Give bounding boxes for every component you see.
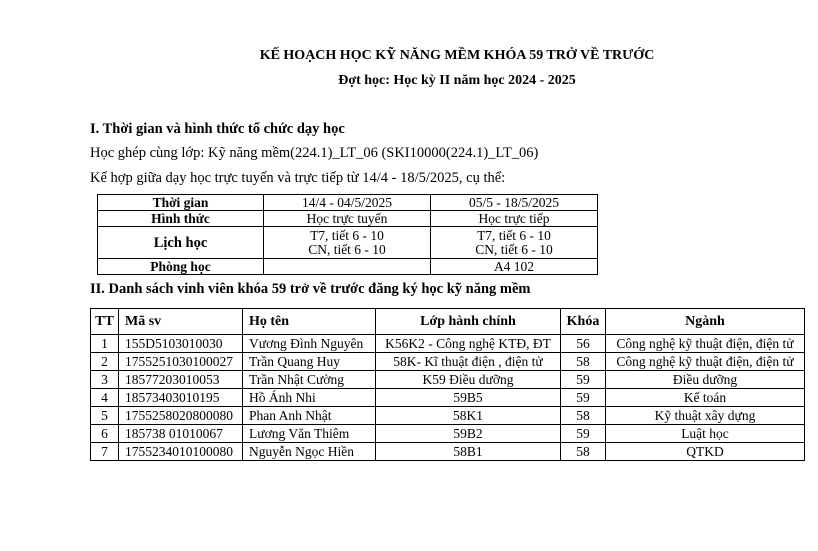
schedule-label-time: Thời gian (98, 195, 264, 211)
table-row (91, 425, 805, 443)
cell-student-id: 18573403010195 (119, 389, 243, 407)
col-tt: TT (91, 309, 119, 335)
cell-full-name: Trần Quang Huy (243, 353, 376, 371)
cell-admin-class: 59B2 (376, 425, 561, 443)
cell-major: Công nghệ kỹ thuật điện, điện tử (606, 353, 805, 371)
cell-tt: 5 (91, 407, 119, 425)
cell-admin-class: K56K2 - Công nghệ KTĐ, ĐT (376, 335, 561, 353)
cell-tt: 3 (91, 371, 119, 389)
schedule-label-timetable-text: Lịch học (153, 234, 208, 251)
section-1-heading: I. Thời gian và hình thức tổ chức dạy học (90, 121, 345, 137)
schedule-time-online: 14/4 - 04/5/2025 (264, 195, 431, 211)
schedule-timetable-offline-sun: CN, tiết 6 - 10 (475, 241, 553, 257)
section-2-heading: II. Danh sách vinh viên khóa 59 trở về trước đăng ký học kỹ năng mềm (90, 281, 531, 297)
schedule-table (97, 194, 598, 275)
cell-course: 58 (561, 443, 606, 461)
cell-admin-class: 58K1 (376, 407, 561, 425)
cell-student-id: 18577203010053 (119, 371, 243, 389)
cell-major: Kế toán (606, 389, 805, 407)
cell-course: 58 (561, 353, 606, 371)
cell-course: 59 (561, 371, 606, 389)
schedule-timetable-online-sun: CN, tiết 6 - 10 (308, 241, 386, 257)
student-table (90, 308, 805, 461)
combined-class-line: Học ghép cùng lớp: Kỹ năng mềm(224.1)_LT_06 (SKI10000(224.1)_LT_06) (90, 145, 539, 161)
schedule-time-offline: 05/5 - 18/5/2025 (431, 195, 598, 211)
col-full-name: Họ tên (243, 309, 376, 335)
schedule-timetable-offline (431, 227, 598, 259)
schedule-row-timetable (98, 227, 598, 259)
cell-student-id: 1755234010100080 (119, 443, 243, 461)
schedule-row-format (98, 211, 598, 227)
schedule-timetable-online (264, 227, 431, 259)
document-subtitle: Đợt học: Học kỳ II năm học 2024 - 2025 (338, 73, 576, 88)
schedule-timetable-offline-sat: T7, tiết 6 - 10 (477, 227, 551, 243)
table-row (91, 335, 805, 353)
cell-major: QTKD (606, 443, 805, 461)
cell-tt: 2 (91, 353, 119, 371)
cell-tt: 4 (91, 389, 119, 407)
cell-admin-class: 58B1 (376, 443, 561, 461)
cell-student-id: 155D5103010030 (119, 335, 243, 353)
cell-student-id: 1755251030100027 (119, 353, 243, 371)
cell-full-name: Vương Đình Nguyên (243, 335, 376, 353)
schedule-timetable-online-sat: T7, tiết 6 - 10 (310, 227, 384, 243)
schedule-row-time (98, 195, 598, 211)
table-row (91, 443, 805, 461)
schedule-label-timetable (98, 227, 264, 259)
cell-major: Luật học (606, 425, 805, 443)
schedule-room-offline: A4 102 (431, 259, 598, 275)
schedule-format-offline: Học trực tiếp (431, 211, 598, 227)
table-row (91, 407, 805, 425)
cell-course: 58 (561, 407, 606, 425)
table-row (91, 389, 805, 407)
table-row (91, 371, 805, 389)
schedule-room-online (264, 259, 431, 275)
cell-major: Điều dưỡng (606, 371, 805, 389)
cell-admin-class: K59 Điều dưỡng (376, 371, 561, 389)
col-course: Khóa (561, 309, 606, 335)
cell-course: 56 (561, 335, 606, 353)
document-title: KẾ HOẠCH HỌC KỸ NĂNG MỀM KHÓA 59 TRỞ VỀ TRƯỚC (259, 48, 655, 63)
cell-admin-class: 59B5 (376, 389, 561, 407)
table-row (91, 353, 805, 371)
cell-full-name: Phan Anh Nhật (243, 407, 376, 425)
schedule-label-room: Phòng học (98, 259, 264, 275)
cell-full-name: Lương Văn Thiêm (243, 425, 376, 443)
cell-tt: 7 (91, 443, 119, 461)
cell-student-id: 185738 01010067 (119, 425, 243, 443)
cell-course: 59 (561, 425, 606, 443)
student-table-header (91, 309, 805, 335)
cell-student-id: 1755258020800080 (119, 407, 243, 425)
col-student-id: Mã sv (119, 309, 243, 335)
col-admin-class: Lớp hành chính (376, 309, 561, 335)
cell-full-name: Nguyễn Ngọc Hiền (243, 443, 376, 461)
cell-full-name: Hồ Ánh Nhi (243, 389, 376, 407)
schedule-format-online: Học trực tuyến (264, 211, 431, 227)
schedule-label-format: Hình thức (98, 211, 264, 227)
cell-major: Công nghệ kỹ thuật điện, điện tử (606, 335, 805, 353)
cell-course: 59 (561, 389, 606, 407)
schedule-row-room (98, 259, 598, 275)
cell-tt: 6 (91, 425, 119, 443)
cell-full-name: Trần Nhật Cường (243, 371, 376, 389)
cell-admin-class: 58K- Kĩ thuật điện , điện tử (376, 353, 561, 371)
col-major: Ngành (606, 309, 805, 335)
cell-major: Kỹ thuật xây dựng (606, 407, 805, 425)
teaching-mode-line: Kế hợp giữa dạy học trực tuyến và trực tiếp từ 14/4 - 18/5/2025, cụ thể: (90, 170, 506, 186)
cell-tt: 1 (91, 335, 119, 353)
